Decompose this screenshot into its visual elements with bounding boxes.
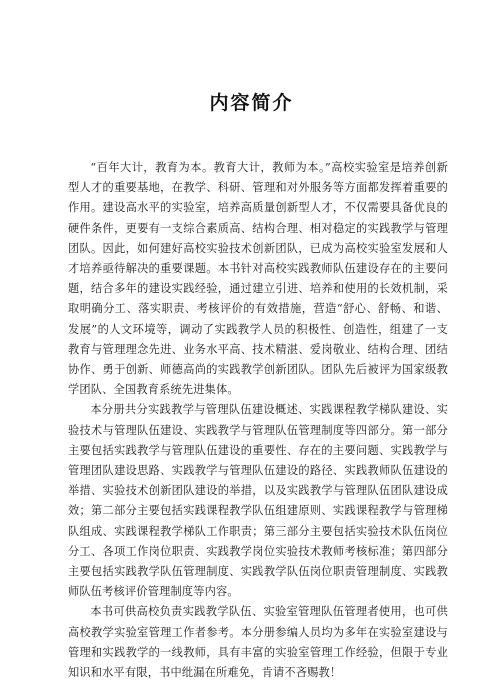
summary-paragraph-3: 本书可供高校负责实践教学队伍、实验室管理队伍管理者使用，也可供高校教学实验室管理工作者参考。本分册参编人员均为多年在实验室建设与管理和实践教学的一线教师，具有丰富的实验室管理工作经验，但限于专业知识和水平有限，书中纰漏在所难免，肯请不吝赐教！	[68, 605, 448, 680]
summary-body	[68, 158, 448, 683]
summary-paragraph-1: “百年大计，教育为本。教育大计，教师为本。”高校实验室是培养创新型人才的重要基地，在教学、科研、管理和对外服务等方面都发挥着重要的作用。建设高水平的实验室，培养高质量创新型人才，不仅需要具备优良的硬件条件，更要有一支综合素质高、结构合理、相对稳定的实践教学与管理团队。因此，如何建好高校实验技术创新团队，已成为高校实验室发展和人才培养亟待解决的重要课题。本书针对高校实践教师队伍建设存在的主要问题，结合多年的建设实践经验，通过建立引进、培养和使用的长效机制，采取明确分工、落实职责、考核评价的有效措施，营造“舒心、舒畅、和谐、发展”的人文环境等，调动了实践教学人员的积极性、创造性，组建了一支教育与管理理念先进、业务水平高、技术精湛、爱岗敬业、结构合理、团结协作、勇于创新、师德高尚的实践教学创新团队。团队先后被评为国家级教学团队、全国教育系统先进集体。	[68, 161, 448, 397]
summary-paragraph-2: 本分册共分实践教学与管理队伍建设概述、实践课程教学梯队建设、实验技术与管理队伍建设、实践教学与管理队伍管理制度等四部分。第一部分主要包括实践教学与管理队伍建设的重要性、存在的主要问题、实践教学与管理团队建设思路、实践教学与管理队伍建设的路径、实践教师队伍建设的举措、实验技术创新团队建设的举措，以及实践教学与管理队伍团队建设成效；第二部分主要包括实践课程教学队伍组建原则、实践课程教学与管理梯队组成、实践课程教学梯队工作职责；第三部分主要包括实验技术队伍岗位分工、各项工作岗位职责、实践教学岗位实验技术教师考核标准；第四部分主要包括实践教学队伍管理制度、实践教学队伍岗位职责管理制度、实践教师队伍考核评价管理制度等内容。	[68, 403, 448, 599]
page-title: 内容简介	[209, 92, 294, 114]
